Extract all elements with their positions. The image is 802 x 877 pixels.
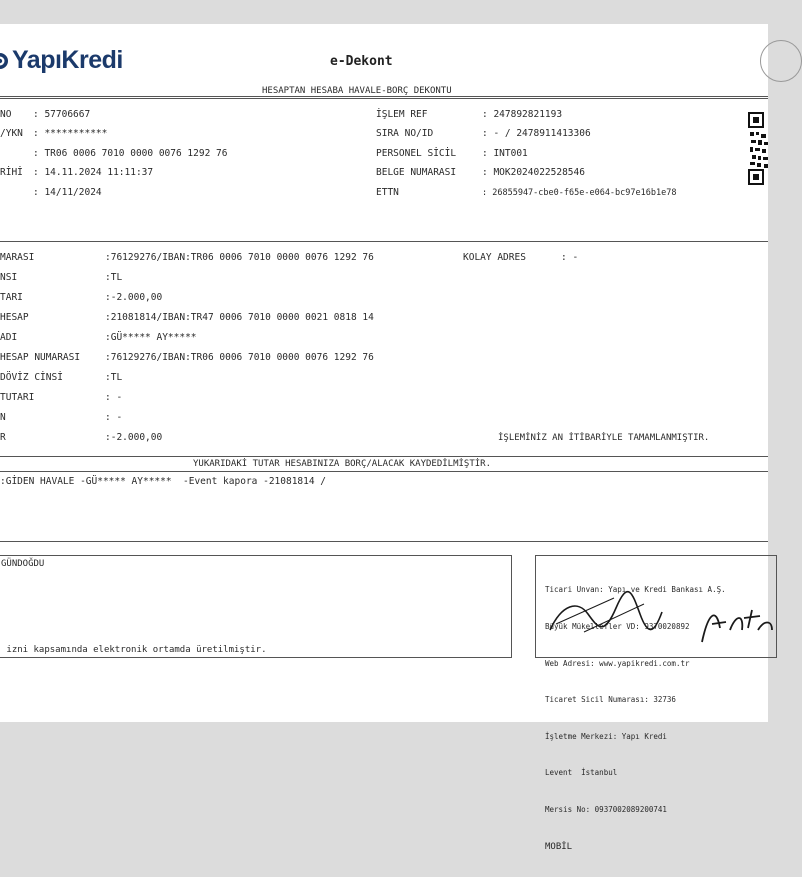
detail-value: :76129276/IBAN:TR06 0006 7010 0000 0076 1292 76 [105, 352, 374, 363]
right-info-value: : 247892821193 [482, 109, 563, 120]
document-title: e-Dekont [330, 54, 393, 69]
notice-bottom-divider [0, 471, 768, 472]
bank-info-line: Büyük Mükellefler VD: 9370020892 [545, 622, 690, 632]
detail-label: HESAP NUMARASI [0, 352, 81, 363]
logo-text: YapıKredi [12, 46, 123, 74]
detail-label: R [0, 432, 6, 443]
right-info-value: : - / 2478911413306 [482, 128, 591, 139]
left-info-label: RİHİ [0, 167, 23, 178]
right-info-block [376, 109, 677, 253]
detail-value: :-2.000,00 [105, 292, 163, 303]
detail-label: N [0, 412, 6, 423]
info-divider [0, 241, 768, 242]
notice-top-divider [0, 456, 768, 457]
bank-info-line: Levent İstanbul [545, 768, 618, 778]
detail-label: NSI [0, 272, 18, 283]
seal-icon [760, 40, 802, 82]
bank-info-line: Mersis No: 0937002089200741 [545, 805, 667, 815]
bank-info-line: Ticaret Sicil Numarası: 32736 [545, 695, 676, 705]
bank-info-line: Web Adresi: www.yapikredi.com.tr [545, 658, 690, 668]
transaction-description: :GİDEN HAVALE -GÜ***** AY***** -Event kapora -21081814 / [0, 476, 327, 487]
left-info-value: : 57706667 [33, 109, 91, 120]
left-info-value: : TR06 0006 7010 0000 0076 1292 76 [33, 148, 228, 159]
detail-value: :21081814/IBAN:TR47 0006 7010 0000 0021 0818 14 [105, 312, 374, 323]
detail-value: :GÜ***** AY***** [105, 332, 197, 343]
logo-mark-icon [0, 51, 10, 71]
right-info-value: : 26855947-cbe0-f65e-e064-bc97e16b1e78 [482, 188, 677, 198]
right-info-label: İŞLEM REF [376, 109, 428, 120]
detail-label: DÖVİZ CİNSİ [0, 372, 63, 383]
left-info-value: : 14/11/2024 [33, 187, 102, 198]
kolay-adres-value: : - [561, 252, 579, 263]
detail-label: TUTARI [0, 392, 35, 403]
electronic-note: izni kapsamında elektronik ortamda üretilmiştir. [1, 645, 267, 655]
right-info-label: SIRA NO/ID [376, 128, 434, 139]
detail-value: :76129276/IBAN:TR06 0006 7010 0000 0076 1292 76 [105, 252, 374, 263]
left-info-block [0, 109, 228, 253]
notice-text: YUKARIDAKİ TUTAR HESABINIZA BORÇ/ALACAK KAYDEDİLMİŞTİR. [193, 459, 492, 469]
right-info-value: : INT001 [482, 148, 528, 159]
left-info-label: NO [0, 109, 12, 120]
description-divider [0, 541, 768, 542]
detail-label: TARI [0, 292, 23, 303]
right-info-label: PERSONEL SİCİL [376, 148, 457, 159]
bank-info-line: İşletme Merkezi: Yapı Kredi [545, 731, 667, 741]
document-subtitle: HESAPTAN HESABA HAVALE-BORÇ DEKONTU [262, 86, 452, 96]
detail-label: MARASI [0, 252, 35, 263]
right-info-value: : MOK2024022528546 [482, 167, 585, 178]
branch-name: GÜNDOĞDU [1, 559, 45, 569]
detail-value: :TL [105, 372, 123, 383]
left-info-value: : 14.11.2024 11:11:37 [33, 167, 154, 178]
detail-label: ADI [0, 332, 18, 343]
status-text: İŞLEMİNİZ AN İTİBARİYLE TAMAMLANMIŞTIR. [498, 433, 710, 443]
receipt-sheet [0, 24, 768, 852]
right-info-label: ETTN [376, 187, 399, 198]
bank-info-line: Ticari Unvan: Yapı ve Kredi Bankası A.Ş. [545, 585, 726, 595]
left-info-value: : *********** [33, 128, 108, 139]
detail-value: : - [105, 392, 123, 403]
bank-info-line: MOBİL [545, 841, 573, 852]
signature-icon [544, 584, 774, 650]
left-info-label: /YKN [0, 128, 23, 139]
bank-logo [0, 46, 123, 75]
detail-value: :-2.000,00 [105, 432, 163, 443]
detail-value: :TL [105, 272, 123, 283]
qr-code-icon [748, 112, 770, 186]
subtitle-underline [0, 98, 768, 99]
right-info-label: BELGE NUMARASI [376, 167, 457, 178]
detail-label: HESAP [0, 312, 29, 323]
detail-value: : - [105, 412, 123, 423]
footer-left-box [0, 555, 512, 658]
kolay-adres-label: KOLAY ADRES [463, 252, 526, 263]
